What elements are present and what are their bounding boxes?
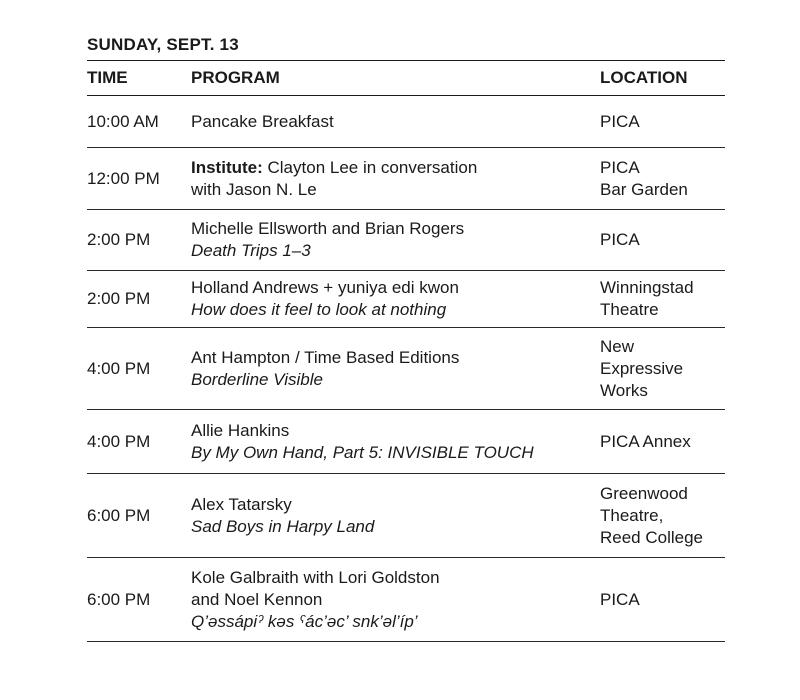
time-column-header: TIME [87, 68, 128, 87]
event-title: Alex Tatarsky [191, 494, 292, 514]
table-row [87, 148, 725, 210]
work-title: Borderline Visible [191, 369, 323, 389]
event-location: PICA Annex [600, 431, 691, 451]
event-time: 10:00 AM [87, 111, 159, 131]
table-row [87, 328, 725, 410]
table-row [87, 210, 725, 271]
event-location: Greenwood Theatre, Reed College [600, 483, 704, 547]
event-program [191, 218, 600, 262]
event-program [191, 494, 600, 538]
location-column-header: LOCATION [600, 68, 688, 87]
event-program [191, 111, 600, 133]
event-location: PICA [600, 111, 640, 131]
event-location: PICA [600, 589, 640, 609]
event-title: Ant Hampton / Time Based Editions [191, 347, 460, 367]
event-time: 6:00 PM [87, 505, 151, 525]
event-title: Michelle Ellsworth and Brian Rogers [191, 219, 465, 238]
program-category-label: Institute: [191, 157, 263, 177]
event-location: New Expressive Works [600, 336, 684, 400]
work-title: Death Trips 1–3 [191, 241, 311, 260]
event-time: 2:00 PM [87, 230, 151, 249]
table-header [87, 61, 725, 96]
work-title: Sad Boys in Harpy Land [191, 516, 375, 536]
event-title: Pancake Breakfast [191, 111, 334, 131]
event-time: 6:00 PM [87, 589, 151, 609]
event-program [191, 567, 600, 633]
event-time: 4:00 PM [87, 431, 151, 451]
event-time: 2:00 PM [87, 289, 151, 308]
table-row [87, 410, 725, 474]
event-program [191, 347, 600, 391]
table-row [87, 558, 725, 642]
table-row [87, 96, 725, 148]
event-location: Winningstad Theatre [600, 278, 694, 319]
event-program [191, 420, 600, 464]
schedule-rows [87, 96, 725, 642]
event-program [191, 277, 600, 321]
event-time: 12:00 PM [87, 168, 160, 188]
event-title: Clayton Lee in conversation with Jason N. Le [191, 157, 478, 199]
event-location: PICA Bar Garden [600, 157, 688, 199]
table-row [87, 271, 725, 328]
table-row [87, 474, 725, 558]
work-title: By My Own Hand, Part 5: INVISIBLE TOUCH [191, 442, 534, 462]
day-title: SUNDAY, SEPT. 13 [87, 32, 725, 61]
event-time: 4:00 PM [87, 358, 151, 378]
event-location: PICA [600, 230, 640, 249]
work-title: How does it feel to look at nothing [191, 300, 447, 319]
event-title: Kole Galbraith with Lori Goldston and Noel Kennon [191, 567, 440, 609]
program-column-header: PROGRAM [191, 68, 280, 87]
schedule-table [87, 32, 725, 642]
event-title: Allie Hankins [191, 420, 290, 440]
event-program [191, 157, 600, 201]
work-title: Q’əssápiˀ kəs ˁác’əc’ snk’əl’íp’ [191, 611, 418, 631]
event-title: Holland Andrews + yuniya edi kwon [191, 278, 459, 297]
